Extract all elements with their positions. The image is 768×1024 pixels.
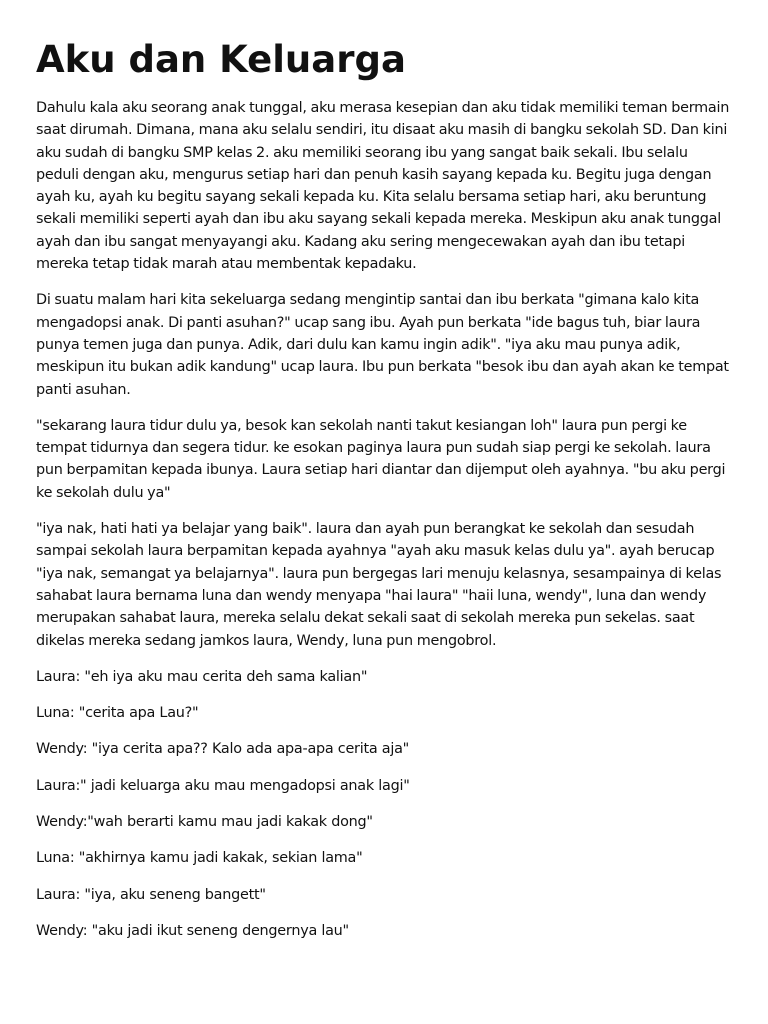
paragraph-1: Dahulu kala aku seorang anak tunggal, aku merasa kesepian dan aku tidak memiliki teman bermain saat dirumah. Dimana, mana aku selalu sendiri, itu disaat aku masih di bangku sekolah SD. Dan kini aku sudah di bangku SMP kelas 2. aku memiliki seorang ibu yang sangat baik sekali. Ibu selalu peduli dengan aku, mengurus setiap hari dan penuh kasih sayang kepada ku. Begitu juga dengan ayah ku, ayah ku begitu sayang sekali kepada ku. Kita selalu bersama setiap hari, aku beruntung sekali memiliki seperti ayah dan ibu aku sayang sekali kepada mereka. Meskipun aku anak tunggal ayah dan ibu sangat menyayangi aku. Kadang aku sering mengecewakan ayah dan ibu tetapi mereka tetap tidak marah atau membentak kepadaku. xyxy=(36,100,730,273)
dialogue-line-5: Wendy:"wah berarti kamu mau jadi kakak dong" xyxy=(36,814,373,831)
paragraph-2: Di suatu malam hari kita sekeluarga sedang mengintip santai dan ibu berkata "gimana kalo kita mengadopsi anak. Di panti asuhan?" ucap sang ibu. Ayah pun berkata "ide bagus tuh, biar laura punya temen juga dan punya. Adik, dari dulu kan kamu ingin adik". "iya aku mau punya adik, meskipun itu bukan adik kandung" ucap laura. Ibu pun berkata "besok ibu dan ayah akan ke tempat panti asuhan. xyxy=(36,292,729,398)
document-page xyxy=(36,30,732,956)
dialogue-line-1: Laura: "eh iya aku mau cerita deh sama kalian" xyxy=(36,668,368,685)
document-title: Aku dan Keluarga xyxy=(36,38,406,81)
paragraph-3: "sekarang laura tidur dulu ya, besok kan sekolah nanti takut kesiangan loh" laura pun pergi ke tempat tidurnya dan segera tidur. ke esokan paginya laura pun sudah siap pergi ke sekolah. laura pun berpamitan kepada ibunya. Laura setiap hari diantar dan dijemput oleh ayahnya. "bu aku pergi ke sekolah dulu ya" xyxy=(36,417,726,501)
dialogue-line-6: Luna: "akhirnya kamu jadi kakak, sekian lama" xyxy=(36,850,363,867)
paragraph-4: "iya nak, hati hati ya belajar yang baik". laura dan ayah pun berangkat ke sekolah dan sesudah sampai sekolah laura berpamitan kepada ayahnya "ayah aku masuk kelas dulu ya". ayah berucap "iya nak, semangat ya belajarnya". laura pun bergegas lari menuju kelasnya, sesampainya di kelas sahabat laura bernama luna dan wendy menyapa "hai laura" "haii luna, wendy", luna dan wendy merupakan sahabat laura, mereka selalu dekat sekali saat di sekolah mereka pun sekelas. saat dikelas mereka sedang jamkos laura, Wendy, luna pun mengobrol. xyxy=(36,521,722,649)
dialogue-line-4: Laura:" jadi keluarga aku mau mengadopsi anak lagi" xyxy=(36,777,410,794)
dialogue-line-2: Luna: "cerita apa Lau?" xyxy=(36,705,199,722)
dialogue-line-7: Laura: "iya, aku seneng bangett" xyxy=(36,886,266,903)
dialogue-line-8: Wendy: "aku jadi ikut seneng dengernya lau" xyxy=(36,922,349,939)
dialogue-line-3: Wendy: "iya cerita apa?? Kalo ada apa-apa cerita aja" xyxy=(36,741,410,758)
